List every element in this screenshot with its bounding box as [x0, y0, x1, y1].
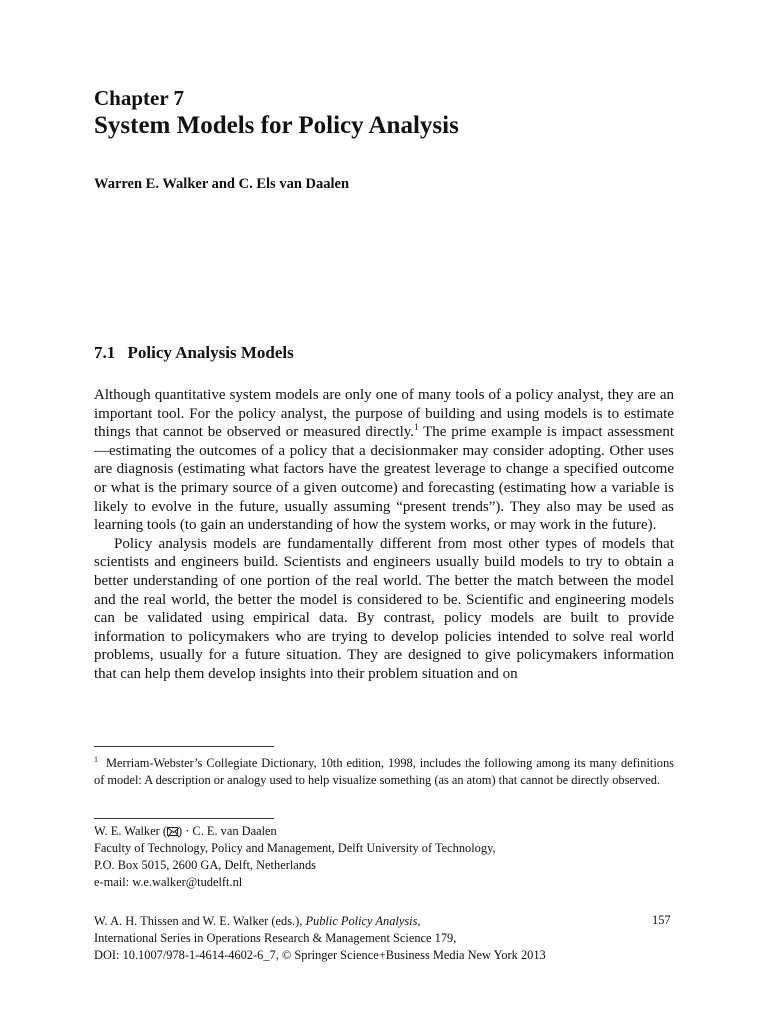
citation-series: International Series in Operations Research & Management Science 179,: [94, 931, 457, 945]
paragraph-1-part-1: Although quantitative system models are only one of many tools of a policy analyst, they are an important tool. For the policy analyst, the purpose of building and using models is to estimate things that cannot be observed or measured directly.: [94, 387, 674, 441]
paragraph-1: [94, 386, 674, 535]
citation-doi: DOI: 10.1007/978-1-4614-4602-6_7, © Springer Science+Business Media New York 2013: [94, 948, 546, 962]
citation-book-title: Public Policy Analysis: [305, 914, 418, 928]
chapter-title: System Models for Policy Analysis: [94, 112, 459, 139]
chapter-label: Chapter 7: [94, 86, 185, 110]
footnote-mark: 1: [94, 754, 98, 764]
affiliation-block: [94, 823, 496, 891]
footnote-text: Merriam-Webster’s Collegiate Dictionary, 10th edition, 1998, includes the following among its many definitions of model: A description or analogy used to help visualize something (as an atom) that cannot be directly observed.: [94, 756, 674, 787]
affiliation-author-1: W. E. Walker (: [94, 824, 167, 838]
envelope-icon[interactable]: [167, 827, 178, 836]
affiliation-address: P.O. Box 5015, 2600 GA, Delft, Netherlands: [94, 858, 316, 872]
section-number: 7.1: [94, 343, 116, 362]
citation-block: [94, 913, 546, 964]
page-number: 157: [652, 913, 671, 927]
paragraph-1-part-2: The prime example is impact assessment—estimating the outcomes of a policy that a decisionmaker may consider adopting. Other uses are diagnosis (estimating what factors have the greatest leverage to change a specified outcome or what is the primary source of a given outcome) and forecasting (estimating how a variable is likely to evolve in the future, usually assuming “present trends”). They also may be used as learning tools (to gain an understanding of how the system works, or may work in the future).: [94, 424, 675, 534]
footnote-reference[interactable]: 1: [414, 422, 419, 433]
section-heading: [94, 343, 294, 363]
chapter-authors: Warren E. Walker and C. Els van Daalen: [94, 176, 350, 192]
citation-comma: ,: [417, 914, 421, 928]
affiliation-author-2: ) · C. E. van Daalen: [177, 824, 277, 838]
citation-line-1: [94, 913, 546, 930]
body-text: [94, 386, 674, 684]
section-title: Policy Analysis Models: [127, 343, 294, 362]
paragraph-2: Policy analysis models are fundamentally different from most other types of models that scientists and engineers build. Scientists and engineers usually build models to try to obtain a better understanding of one portion of the real world. The better the match between the model and the real world, the better the model is considered to be. Scientific and engineering models can be validated using empirical data. By contrast, policy models are built to provide information to policymakers who are trying to develop policies intended to solve real world problems, usually for a future situation. They are designed to give policymakers information that can help them develop insights into their problem situation and on: [94, 535, 674, 682]
footnote: [94, 755, 674, 788]
affiliation-divider: [94, 818, 274, 819]
citation-editors: W. A. H. Thissen and W. E. Walker (eds.),: [94, 914, 306, 928]
affiliation-authors: [94, 823, 496, 840]
affiliation-email[interactable]: e-mail: w.e.walker@tudelft.nl: [94, 875, 243, 889]
affiliation-faculty: Faculty of Technology, Policy and Management, Delft University of Technology,: [94, 841, 496, 855]
footnote-divider: [94, 746, 274, 747]
